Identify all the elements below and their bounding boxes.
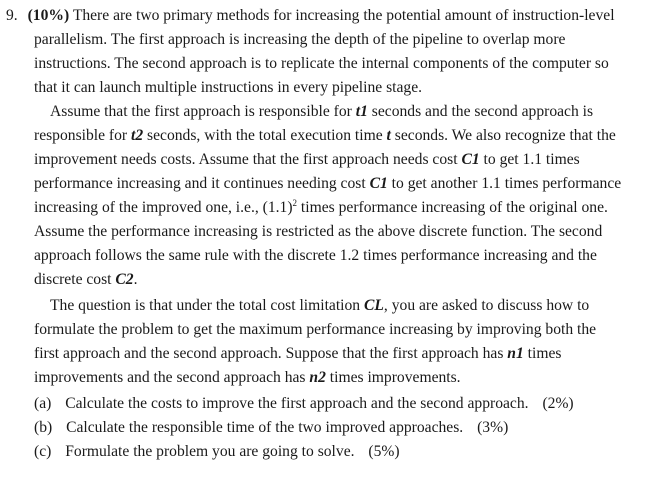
para2-text: responsible for <box>34 127 132 144</box>
para2-line-5 <box>34 198 608 218</box>
para2-line-4 <box>34 174 621 194</box>
para2-line-2 <box>34 126 616 146</box>
para2-line-1 <box>50 102 593 122</box>
intro-line-3: instructions. The second approach is to replicate the internal components of the computer so <box>34 55 609 72</box>
para3-text: The question is that under the total cost limitation <box>50 297 364 314</box>
var-c1: C1 <box>461 151 480 168</box>
para2-line-6: Assume the performance increasing is restricted as the above discrete function. The second <box>34 223 603 240</box>
exponent: 2 <box>292 198 298 208</box>
var-cl: CL <box>363 297 384 314</box>
para2-text: seconds and the second approach is <box>367 103 594 120</box>
var-n2: n2 <box>309 369 326 386</box>
para3-text: first approach and the second approach. Suppose that the first approach has <box>34 345 508 362</box>
intro-line-2: parallelism. The first approach is increasing the depth of the pipeline to overlap more <box>34 31 566 48</box>
para2-text: performance increasing and it continues needing cost <box>34 175 370 192</box>
para2-line-3 <box>34 150 580 170</box>
var-t: t <box>386 127 391 144</box>
para2-text: discrete cost <box>34 271 116 288</box>
para3-text: improvements and the second approach has <box>34 369 310 386</box>
para2-text: seconds. We also recognize that the <box>390 127 616 144</box>
para3-line-4 <box>34 368 461 388</box>
para2-text: increasing of the improved one, i.e., (1.1) <box>34 199 293 216</box>
para3-line-3 <box>34 344 561 364</box>
para2-text: . <box>133 271 138 288</box>
para3-line-2: formulate the problem to get the maximum performance increasing by improving both the <box>34 321 597 338</box>
para3-text: times <box>523 345 562 362</box>
para2-line-7: approach follows the same rule with the discrete 1.2 times performance increasing and the <box>34 247 597 264</box>
question-header-line <box>6 6 615 26</box>
para2-text: seconds, with the total execution time <box>143 127 387 144</box>
para2-text: improvement needs costs. Assume that the first approach needs cost <box>34 151 462 168</box>
para3-text: times improvements. <box>325 369 461 386</box>
subquestion-text: Calculate the responsible time of the two improved approaches. <box>66 419 464 436</box>
var-c2: C2 <box>115 271 134 288</box>
var-t2: t2 <box>131 127 144 144</box>
subquestion-c <box>34 442 400 462</box>
intro-line-4: that it can launch multiple instructions in every pipeline stage. <box>34 79 423 96</box>
question-weight: (10%) <box>27 7 70 24</box>
subquestion-score: (3%) <box>477 419 509 436</box>
subquestion-score: (2%) <box>542 395 574 412</box>
subquestion-label: (a) <box>34 395 52 412</box>
subquestion-score: (5%) <box>368 443 400 460</box>
para2-text: times performance increasing of the original one. <box>297 199 608 216</box>
var-c1: C1 <box>369 175 388 192</box>
subquestion-b <box>34 418 508 438</box>
subquestion-label: (b) <box>34 419 53 436</box>
subquestion-text: Formulate the problem you are going to solve. <box>65 443 355 460</box>
subquestion-label: (c) <box>34 443 52 460</box>
para3-text: , you are asked to discuss how to <box>383 297 590 314</box>
para3-line-1 <box>50 296 589 316</box>
para2-text: to get 1.1 times <box>479 151 580 168</box>
para2-text: Assume that the first approach is responsible for <box>50 103 356 120</box>
para2-text: to get another 1.1 times performance <box>387 175 622 192</box>
para2-line-8 <box>34 270 138 290</box>
subquestion-a <box>34 394 574 414</box>
question-number: 9. <box>6 7 18 24</box>
intro-text-1: There are two primary methods for increasing the potential amount of instruction-level <box>72 7 615 24</box>
var-n1: n1 <box>507 345 524 362</box>
subquestion-text: Calculate the costs to improve the first approach and the second approach. <box>65 395 529 412</box>
var-t1: t1 <box>355 103 368 120</box>
